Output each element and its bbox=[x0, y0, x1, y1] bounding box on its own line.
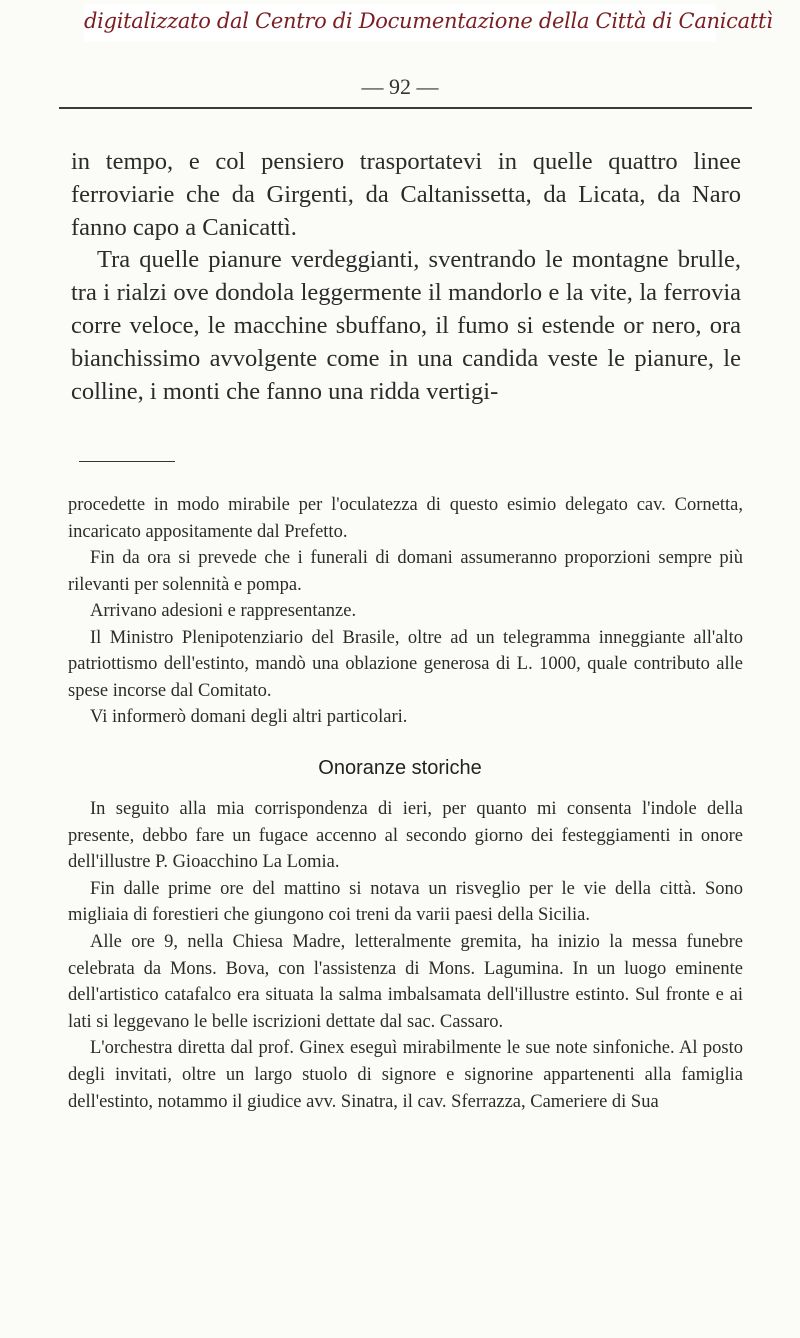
main-paragraph: in tempo, e col pensiero trasportatevi in quelle quattro linee ferroviarie che da Girgenti, da Caltanissetta, da Licata, da Naro fanno capo a Canicattì. bbox=[71, 148, 741, 241]
main-text bbox=[71, 146, 741, 408]
article-paragraph: Fin dalle prime ore del mattino si notava un risveglio per le vie della città. Sono migliaia di forestieri che giungono coi treni da varii paesi della Sicilia. bbox=[68, 878, 743, 926]
article-paragraph: L'orchestra diretta dal prof. Ginex eseguì mirabilmente le sue note sinfoniche. Al posto degli invitati, oltre un largo stuolo di signore e signorine appartenenti alla famiglia dell'estinto, notammo il giudice avv. Sinatra, il cav. Sferrazza, Cameriere di Sua bbox=[68, 1038, 743, 1112]
digitization-banner bbox=[84, 4, 773, 42]
footnote-paragraph: Fin da ora si prevede che i funerali di domani assumeranno proporzioni sempre più rilevanti per solennità e pompa. bbox=[68, 548, 743, 595]
article-paragraph: Alle ore 9, nella Chiesa Madre, letteralmente gremita, ha inizio la messa funebre celebrata da Mons. Bova, con l'assistenza di Mons. Lagumina. In un luogo eminente dell'artistico catafalco era situata la salma imbalsamata dell'illustre estinto. Sul fronte e ai lati si leggevano le belle iscrizioni dettate dal sac. Cassaro. bbox=[68, 931, 743, 1032]
banner-text: digitalizzato dal Centro di Documentazione della Città di Canicattì bbox=[84, 9, 773, 33]
footnote-paragraph: procedette in modo mirabile per l'oculatezza di questo esimio delegato cav. Cornetta, incaricato appositamente dal Prefetto. bbox=[68, 495, 743, 542]
page-number: — 92 — bbox=[361, 74, 439, 99]
footnote-paragraph: Il Ministro Plenipotenziario del Brasile, oltre ad un telegramma inneggiante all'alto patriottismo dell'estinto, mandò una oblazione generosa di L. 1000, quale contributo alle spese incorse dal Comitato. bbox=[68, 627, 743, 701]
footnote-paragraph: Vi informerò domani degli altri particolari. bbox=[90, 707, 408, 727]
header-rule bbox=[59, 107, 752, 109]
article-paragraph: In seguito alla mia corrispondenza di ieri, per quanto mi consenta l'indole della presente, debbo fare un fugace accenno al secondo giorno dei festeggiamenti in onore dell'illustre P. Gioacchino La Lomia. bbox=[68, 799, 743, 873]
footnote-block bbox=[68, 492, 743, 731]
footnote-rule bbox=[79, 461, 175, 462]
section-heading: Onoranze storiche bbox=[318, 757, 482, 779]
footnote-paragraph: Arrivano adesioni e rappresentanze. bbox=[90, 601, 357, 621]
article-block bbox=[68, 796, 743, 1115]
main-paragraph: Tra quelle pianure verdeggianti, sventrando le montagne brulle, tra i rialzi ove dondola leggermente il mandorlo e la vite, la ferrovia corre veloce, le macchine sbuffano, il fumo si estende or nero, ora bianchissimo avvolgente come in una candida veste le pianure, le colline, i monti che fanno una ridda vertigi- bbox=[71, 246, 741, 405]
